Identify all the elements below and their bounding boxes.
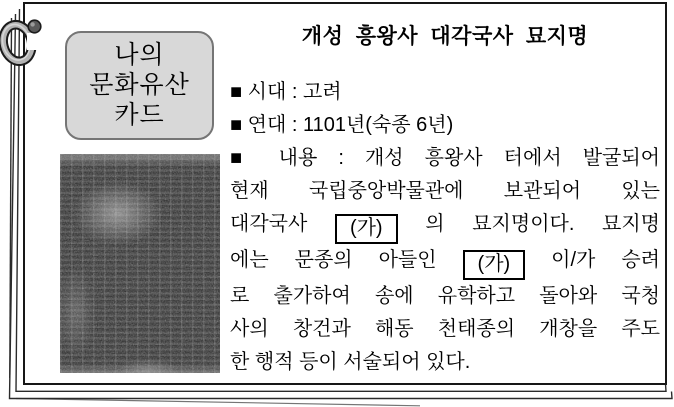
text-line (230, 208, 660, 244)
text-line (230, 175, 660, 208)
card-front (23, 2, 667, 385)
text-run: 로 출가하여 송에 유학하고 돌아와 국청 (230, 285, 660, 307)
text-line (230, 346, 660, 379)
text-run: 현재 국립중앙박물관에 보관되어 있는 (230, 180, 660, 202)
text-run: ■ 내용 : 개성 흥왕사 터에서 발굴되어 (230, 147, 660, 169)
text-line (230, 109, 660, 142)
text-line (230, 142, 660, 175)
answer-blank-box: (가) (463, 250, 526, 280)
stone-texture (60, 154, 220, 373)
text-run: 한 행적 등이 서술되어 있다. (230, 351, 471, 373)
text-line (230, 244, 660, 280)
text-run: 이/가 승려 (525, 249, 661, 271)
text-run: 사의 창건과 해동 천태종의 개창을 주도 (230, 318, 660, 340)
body-lines (230, 76, 660, 379)
text-run: 의 묘지명이다. 묘지명 (397, 213, 661, 235)
badge-line: 문화유산 (89, 71, 190, 99)
badge-line: 나의 (114, 41, 165, 69)
heritage-card-badge (65, 31, 214, 140)
text-run: ■ 연대 : 1101년(숙종 6년) (230, 114, 454, 136)
page-title: 개성 흥왕사 대각국사 묘지명 (301, 25, 589, 48)
text-run: 대각국사 (230, 213, 335, 235)
text-run: ■ 시대 : 고려 (230, 81, 342, 103)
text-line (230, 76, 660, 109)
badge-line: 카드 (114, 101, 165, 129)
card-text-column (230, 24, 660, 379)
answer-blank-box: (가) (335, 214, 398, 244)
text-line (230, 280, 660, 313)
text-line (230, 313, 660, 346)
epitaph-rubbing-image (60, 154, 220, 373)
text-run: 에는 문종의 아들인 (230, 249, 463, 271)
